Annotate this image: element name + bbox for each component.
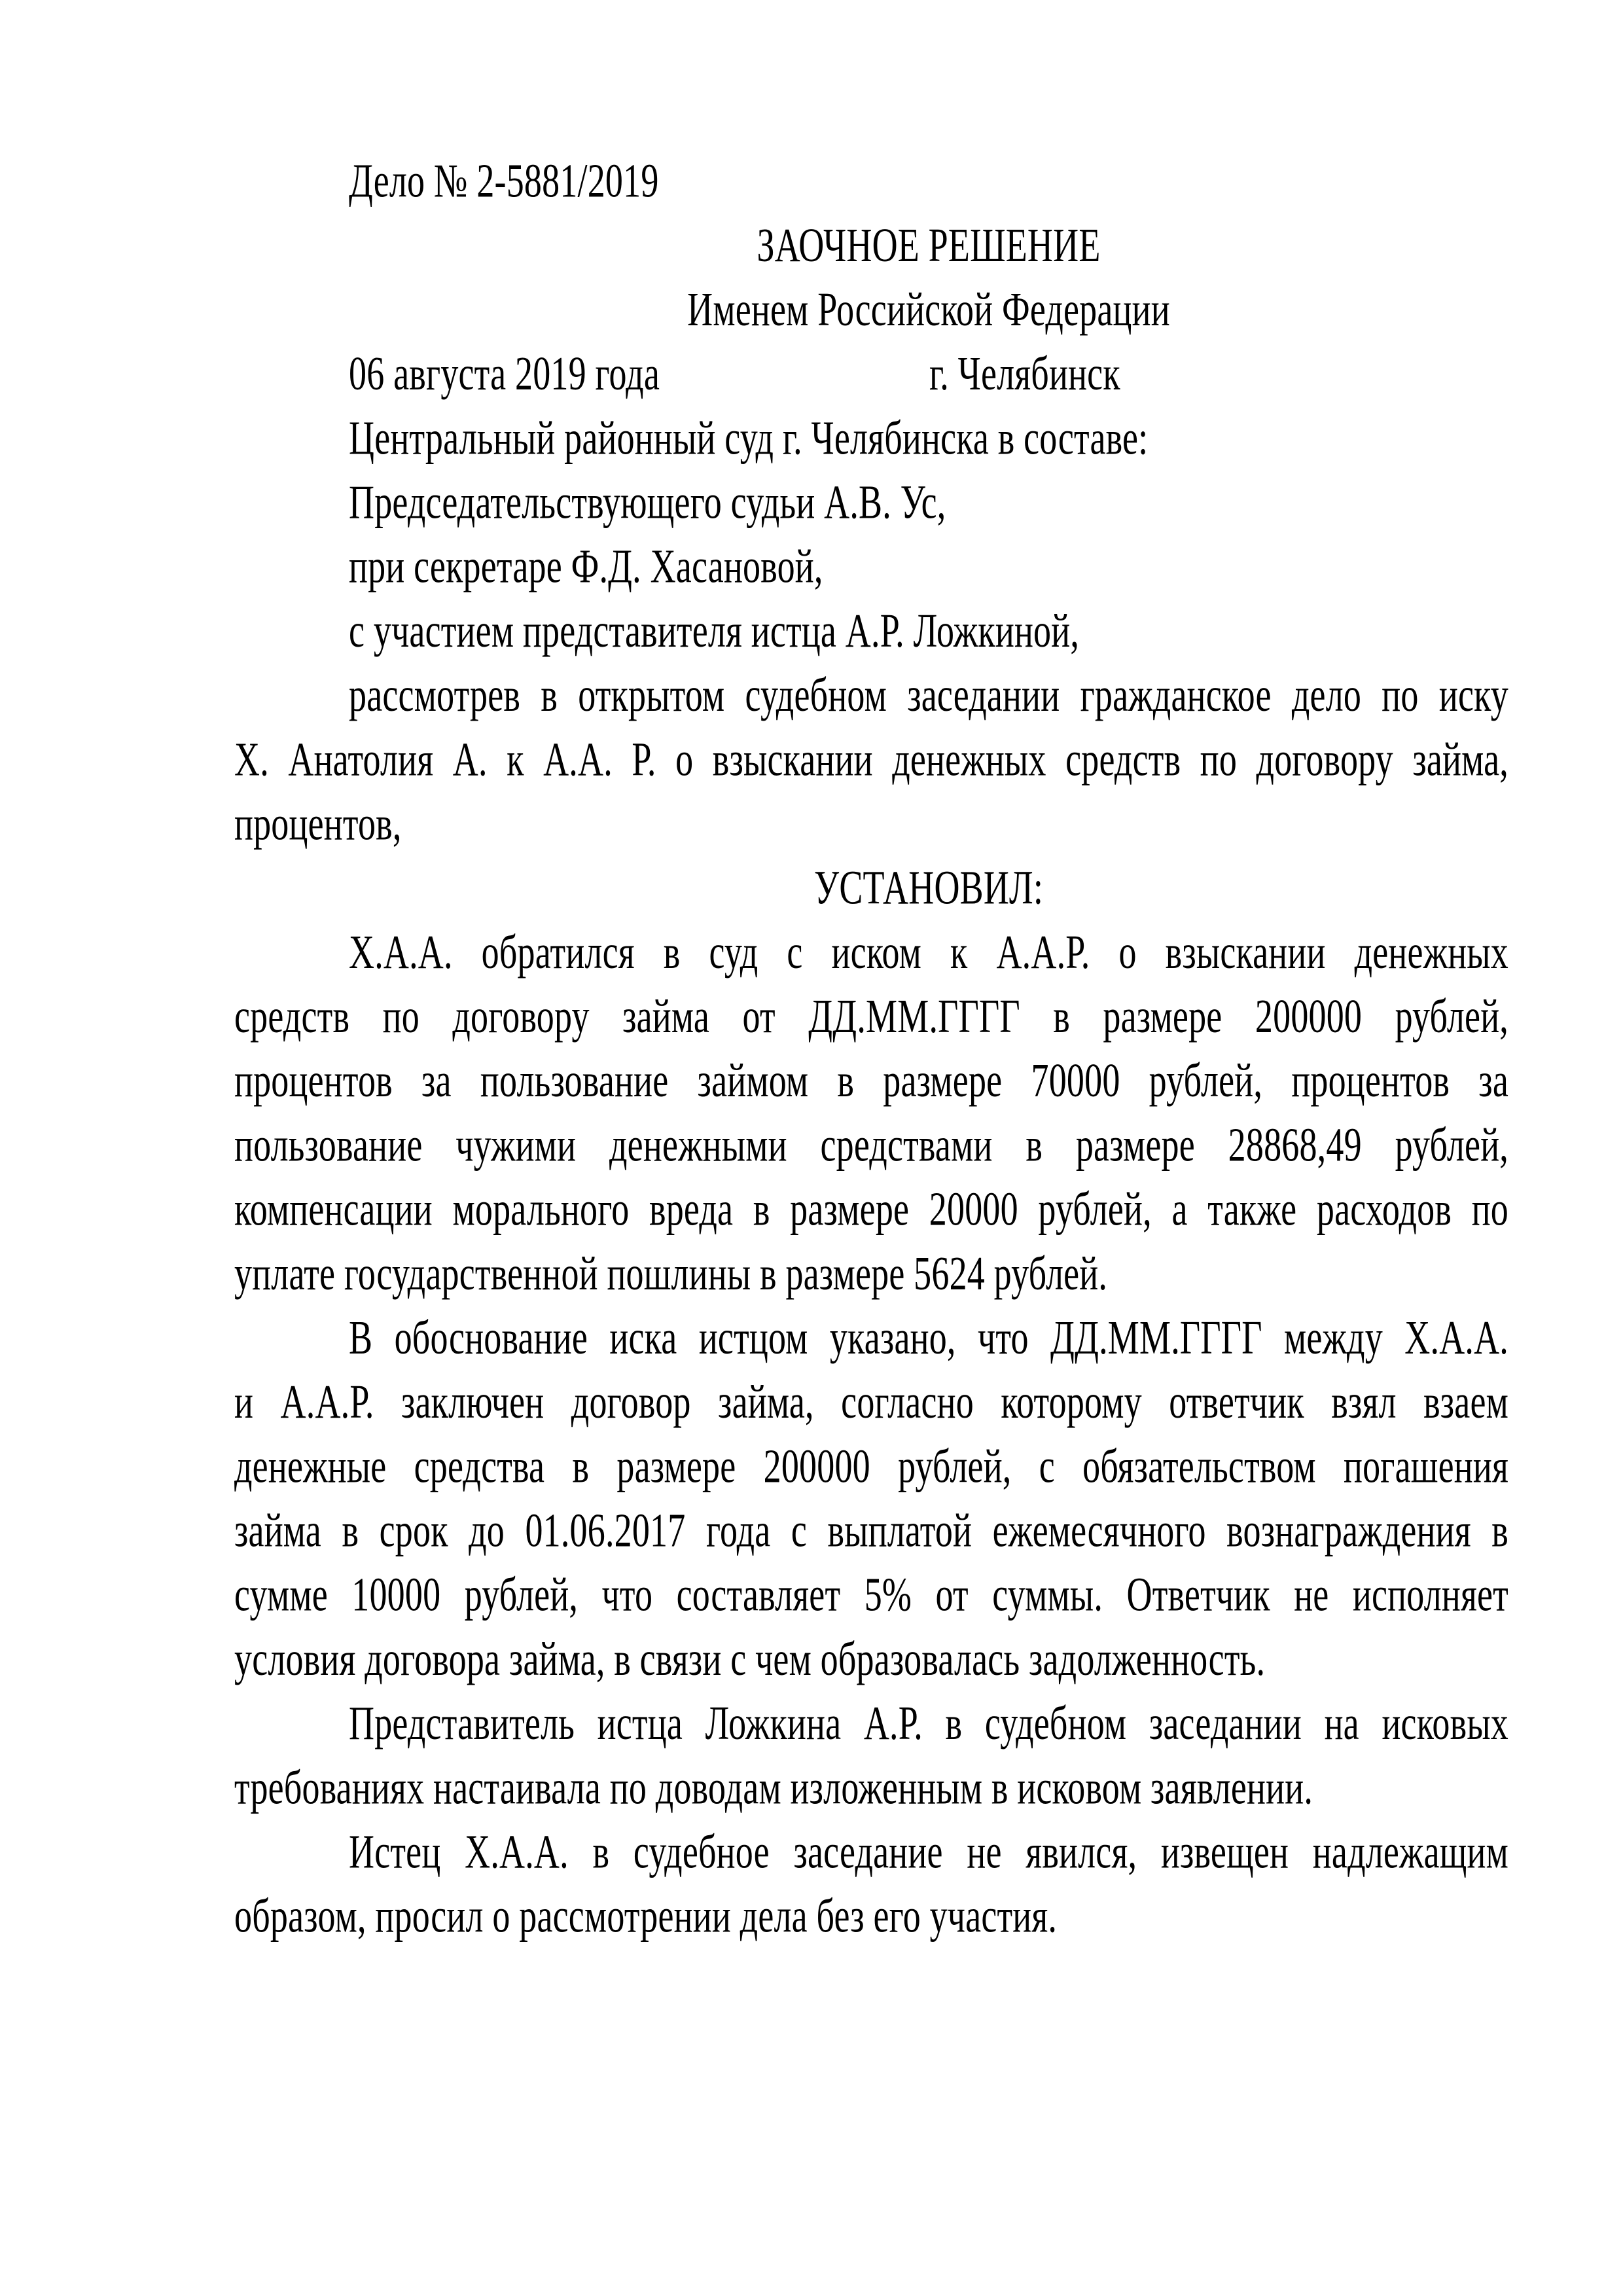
document-subtitle: Именем Российской Федерации	[687, 283, 1170, 336]
text-line: Представитель истца Ложкина А.Р. в судебном заседании на исковых	[349, 1696, 1508, 1750]
judge-line: Председательствующего судьи А.В. Ус,	[349, 475, 946, 529]
text-line: Истец Х.А.А. в судебное заседание не явился, извещен надлежащим	[349, 1825, 1508, 1878]
text-line: пользование чужими денежными средствами в размере 28868,49 рублей,	[234, 1118, 1508, 1172]
text-line: В обоснование иска истцом указано, что ДД.ММ.ГГГГ между Х.А.А.	[349, 1311, 1508, 1365]
text-line: уплате государственной пошлины в размере 5624 рублей.	[234, 1247, 1108, 1300]
representative-line: с участием представителя истца А.Р. Ложкиной,	[349, 604, 1080, 658]
text-line: процентов за пользование займом в размере 70000 рублей, процентов за	[234, 1054, 1508, 1107]
section-heading: УСТАНОВИЛ:	[813, 861, 1044, 914]
text-line: займа в срок до 01.06.2017 года с выплатой ежемесячного вознаграждения в	[234, 1503, 1508, 1557]
document-text-block	[234, 149, 1508, 1948]
court-line: Центральный районный суд г. Челябинска в составе:	[349, 411, 1149, 465]
hearing-date: 06 августа 2019 года	[349, 347, 660, 401]
hearing-city: г. Челябинск	[929, 347, 1120, 401]
secretary-line: при секретаре Ф.Д. Хасановой,	[349, 540, 823, 593]
text-line: требованиях настаивала по доводам изложенным в исковом заявлении.	[234, 1761, 1313, 1814]
text-line: средств по договору займа от ДД.ММ.ГГГГ в размере 200000 рублей,	[234, 990, 1508, 1043]
text-line: компенсации морального вреда в размере 20000 рублей, а также расходов по	[234, 1183, 1508, 1236]
text-line: рассмотрев в открытом судебном заседании гражданское дело по иску	[349, 668, 1508, 722]
text-line: процентов,	[234, 797, 402, 850]
text-line: сумме 10000 рублей, что составляет 5% от суммы. Ответчик не исполняет	[234, 1568, 1508, 1621]
case-number: Дело № 2-5881/2019	[349, 154, 659, 207]
text-line: денежные средства в размере 200000 рублей, с обязательством погашения	[234, 1439, 1508, 1493]
text-line: Х.А.А. обратился в суд с иском к А.А.Р. о взыскании денежных	[349, 925, 1508, 978]
text-line: условия договора займа, в связи с чем образовалась задолженность.	[234, 1632, 1266, 1686]
date-city-line	[234, 342, 1508, 406]
text-line: образом, просил о рассмотрении дела без его участия.	[234, 1890, 1058, 1943]
document-title: ЗАОЧНОЕ РЕШЕНИЕ	[757, 219, 1101, 272]
text-line: и А.А.Р. заключен договор займа, согласно которому ответчик взял взаем	[234, 1375, 1508, 1429]
text-line: Х. Анатолия А. к А.А. Р. о взыскании денежных средств по договору займа,	[234, 732, 1508, 786]
